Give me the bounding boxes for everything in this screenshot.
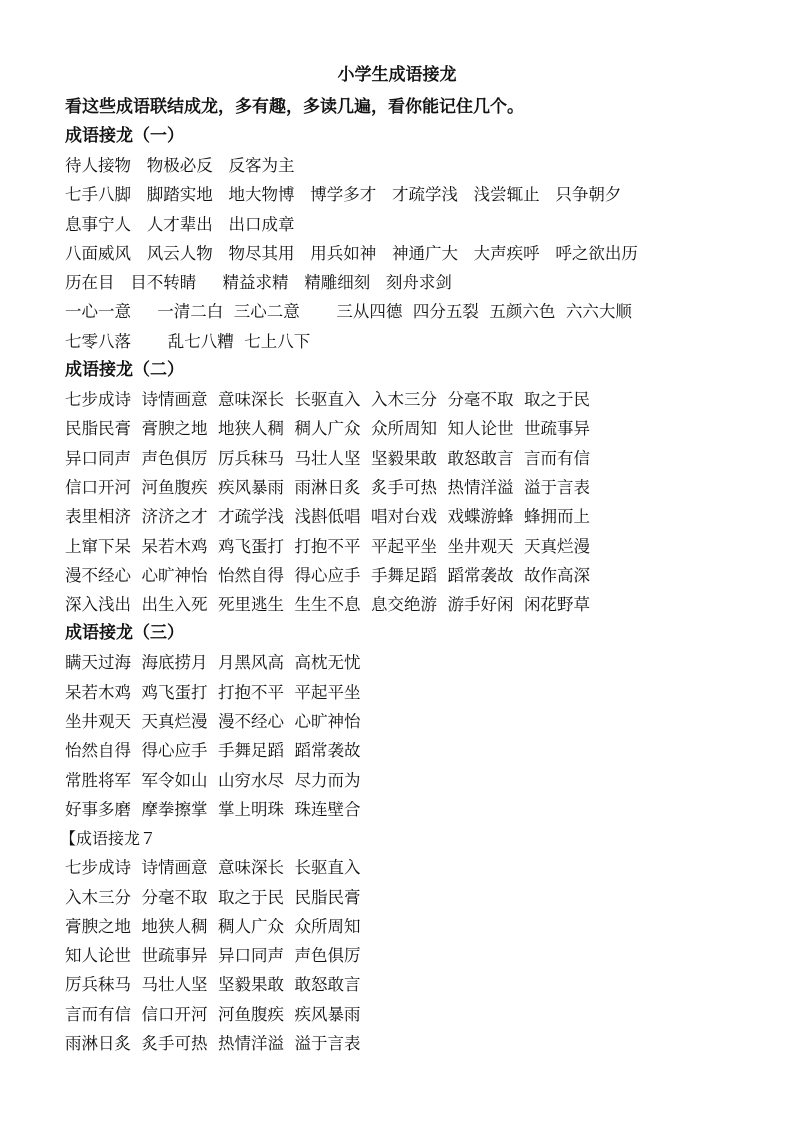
idiom-line: 雨淋日炙 炙手可热 热情洋溢 溢于言表: [65, 1034, 361, 1054]
section-4: [60, 824, 755, 1058]
idiom-line: 息事宁人 人才辈出 出口成章: [65, 214, 295, 234]
idiom-line: 表里相济 济济之才 才疏学浅 浅斟低唱 唱对台戏 戏蝶游蜂 蜂拥而上: [65, 507, 590, 527]
section-heading: 成语接龙（一）: [65, 126, 184, 146]
idiom-line: 知人论世 世疏事异 异口同声 声色俱厉: [65, 946, 361, 966]
idiom-line: 瞒天过海 海底捞月 月黑风高 高枕无忧: [65, 653, 361, 673]
idiom-line: 信口开河 河鱼腹疾 疾风暴雨 雨淋日炙 炙手可热 热情洋溢 溢于言表: [65, 477, 590, 497]
idiom-line: 入木三分 分毫不取 取之于民 民脂民膏: [65, 887, 361, 907]
section-heading: 【成语接龙７: [60, 829, 157, 849]
section-heading: 成语接龙（三）: [65, 623, 184, 644]
idiom-line: 异口同声 声色俱厉 厉兵秣马 马壮人坚 坚毅果敢 敢怒敢言 言而有信: [65, 448, 590, 468]
idiom-line: 呆若木鸡 鸡飞蛋打 打抱不平 平起平坐: [65, 682, 361, 702]
idiom-line: 七手八脚 脚踏实地 地大物博 博学多才 才疏学浅 浅尝辄止 只争朝夕: [65, 185, 622, 205]
idiom-line: 一心一意 一清二白 三心二意 三从四德 四分五裂 五颜六色 六六大顺: [65, 302, 632, 322]
idiom-line: 漫不经心 心旷神怡 怡然自得 得心应手 手舞足蹈 蹈常袭故 故作高深: [65, 565, 590, 585]
section-1: [65, 122, 755, 356]
idiom-line: 民脂民膏 膏腴之地 地狭人稠 稠人广众 众所周知 知人论世 世疏事异: [65, 419, 590, 439]
idiom-line: 好事多磨 摩拳擦掌 掌上明珠 珠连壁合: [65, 799, 361, 819]
idiom-line: 言而有信 信口开河 河鱼腹疾 疾风暴雨: [65, 1004, 361, 1024]
idiom-line: 厉兵秣马 马壮人坚 坚毅果敢 敢怒敢言: [65, 975, 361, 995]
section-2: [65, 356, 755, 619]
idiom-line: 待人接物 物极必反 反客为主: [65, 156, 295, 175]
section-heading: 成语接龙（二）: [65, 360, 184, 381]
idiom-line: 深入浅出 出生入死 死里逃生 生生不息 息交绝游 游手好闲 闲花野草: [65, 595, 590, 615]
idiom-line: 七步成诗 诗情画意 意味深长 长驱直入 入木三分 分毫不取 取之于民: [65, 390, 590, 410]
idiom-line: 七步成诗 诗情画意 意味深长 长驱直入: [65, 858, 361, 878]
page-title: 小学生成语接龙: [337, 65, 457, 85]
idiom-line: 八面威风 风云人物 物尽其用 用兵如神 神通广大 大声疾呼 呼之欲出历: [65, 243, 638, 263]
idiom-line: 坐井观天 天真烂漫 漫不经心 心旷神怡: [65, 712, 361, 732]
intro-text: 看这些成语联结成龙，多有趣，多读几遍，看你能记住几个。: [65, 97, 524, 117]
idiom-line: 常胜将军 军令如山 山穷水尽 尽力而为: [65, 770, 361, 790]
idiom-line: 上窜下呆 呆若木鸡 鸡飞蛋打 打抱不平 平起平坐 坐井观天 天真烂漫: [65, 536, 590, 556]
idiom-line: 膏腴之地 地狭人稠 稠人广众 众所周知: [65, 916, 361, 936]
idiom-line: 历在目 目不转睛 精益求精 精雕细刻 刻舟求剑: [65, 273, 452, 293]
section-3: [65, 619, 755, 824]
document-body: [60, 93, 755, 1058]
idiom-line: 七零八落 乱七八糟 七上八下: [65, 331, 311, 351]
idiom-line: 怡然自得 得心应手 手舞足蹈 蹈常袭故: [65, 741, 361, 761]
